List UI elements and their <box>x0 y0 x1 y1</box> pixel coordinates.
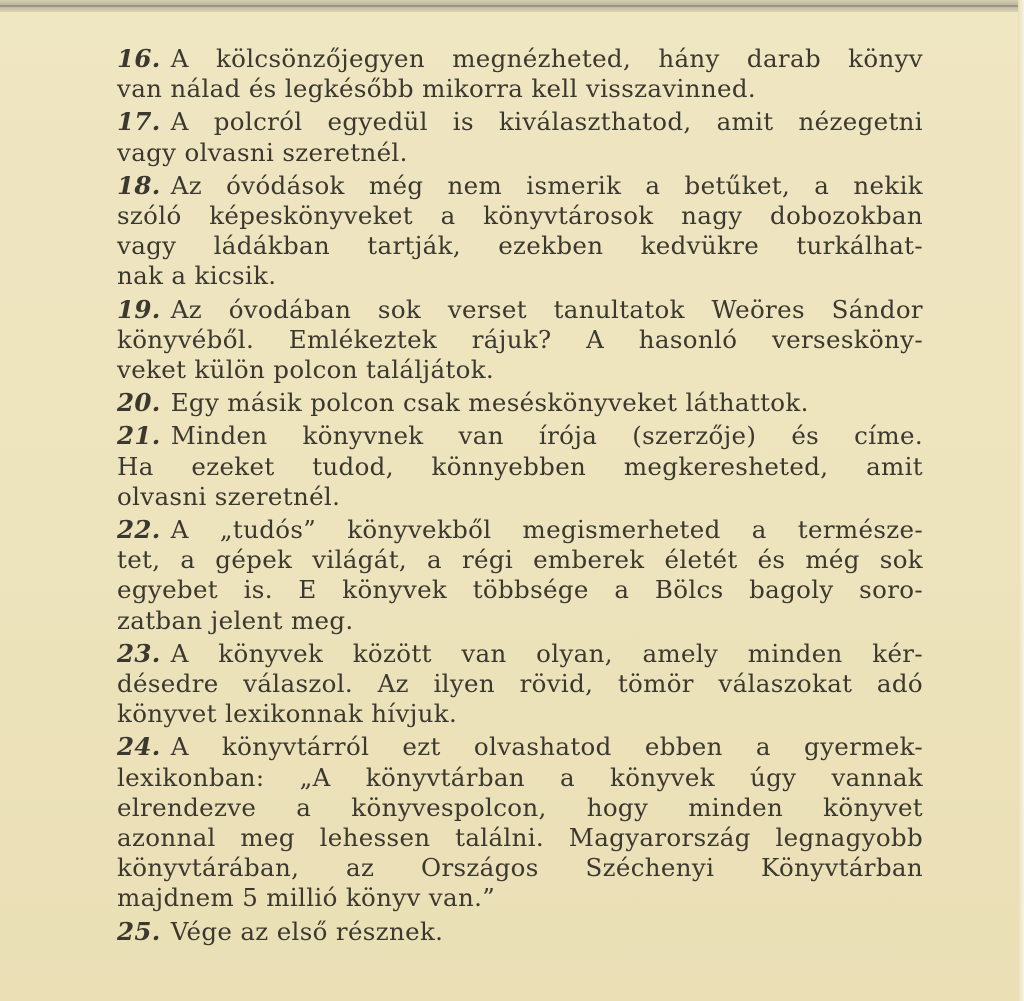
item-text: Egy másik polcon csak meséskönyveket láthattok. <box>170 388 809 418</box>
item-text: van nálad és legkésőbb mikorra kell visszavinned. <box>117 74 756 104</box>
item-text: szóló képeskönyveket a könyvtárosok nagy dobozokban <box>117 201 923 231</box>
item-number: 21. <box>117 421 161 451</box>
item-number: 24. <box>117 732 161 762</box>
numbered-item <box>117 107 923 167</box>
item-text: Az óvódások még nem ismerik a betűket, a nekik <box>170 170 923 200</box>
item-text: désedre válaszol. Az ilyen rövid, tömör válaszokat adó <box>117 669 923 699</box>
item-text: elrendezve a könyvespolcon, hogy minden könyvet <box>117 792 923 822</box>
item-text: A kölcsönzőjegyen megnézheted, hány darab könyv <box>170 44 923 73</box>
item-text: tet, a gépek világát, a régi emberek életét és még sok <box>117 545 923 575</box>
item-text: könyvtárában, az Országos Széchenyi Könyvtárban <box>117 853 923 883</box>
numbered-item <box>117 44 923 104</box>
text-line <box>117 107 923 137</box>
item-number: 23. <box>117 638 161 668</box>
text-line <box>117 606 923 636</box>
item-number: 18. <box>117 170 161 200</box>
item-text: A könyvtárról ezt olvashatod ebben a gyermek- <box>170 732 923 762</box>
numbered-item <box>117 917 923 947</box>
text-line <box>117 74 923 104</box>
text-line <box>117 421 923 451</box>
item-number: 25. <box>117 916 161 946</box>
item-text: veket külön polcon találjátok. <box>117 355 495 385</box>
item-text: Az óvodában sok verset tanultatok Weöres Sándor <box>170 294 923 324</box>
text-line <box>117 482 923 512</box>
text-line <box>117 793 923 823</box>
numbered-item <box>117 171 923 292</box>
text-line <box>117 823 923 853</box>
item-text: Minden könyvnek van írója (szerzője) és címe. <box>170 421 923 451</box>
text-line <box>117 917 923 947</box>
text-line <box>117 261 923 291</box>
text-line <box>117 355 923 385</box>
item-text: vagy ládákban tartják, ezekben kedvükre turkálhat- <box>117 231 923 261</box>
text-line <box>117 883 923 913</box>
numbered-item <box>117 639 923 730</box>
text-line <box>117 452 923 482</box>
page-top-fold-line <box>0 5 1024 7</box>
item-text: nak a kicsik. <box>117 261 277 291</box>
item-text: A könyvek között van olyan, amely minden kér- <box>170 638 923 668</box>
item-text: A „tudós” könyvekből megismerheted a természe- <box>170 515 923 545</box>
numbered-item <box>117 295 923 386</box>
item-text: olvasni szeretnél. <box>117 481 341 511</box>
text-line <box>117 853 923 883</box>
item-number: 20. <box>117 388 161 418</box>
text-line <box>117 545 923 575</box>
item-text: majdnem 5 millió könyv van.” <box>117 883 496 913</box>
numbered-item <box>117 515 923 636</box>
text-line <box>117 388 923 418</box>
item-text: lexikonban: „A könyvtárban a könyvek úgy vannak <box>117 762 923 792</box>
text-line <box>117 732 923 762</box>
text-line <box>117 171 923 201</box>
item-number: 22. <box>117 515 161 545</box>
item-text: egyebet is. E könyvek többsége a Bölcs bagoly soro- <box>117 575 923 605</box>
item-text: A polcról egyedül is kiválaszthatod, amit nézegetni <box>170 107 923 137</box>
item-number: 16. <box>117 44 161 73</box>
item-text: zatban jelent meg. <box>117 605 354 635</box>
text-line <box>117 763 923 793</box>
item-text: vagy olvasni szeretnél. <box>117 137 408 167</box>
text-line <box>117 699 923 729</box>
text-line <box>117 639 923 669</box>
numbered-text-block <box>117 44 923 950</box>
text-line <box>117 325 923 355</box>
item-number: 19. <box>117 294 161 324</box>
item-text: Vége az első résznek. <box>170 916 444 946</box>
item-text: Ha ezeket tudod, könnyebben megkeresheted, amit <box>117 451 923 481</box>
numbered-item <box>117 732 923 913</box>
item-text: könyvet lexikonnak hívjuk. <box>117 699 458 729</box>
item-text: azonnal meg lehessen találni. Magyarország legnagyobb <box>117 823 923 853</box>
text-line <box>117 295 923 325</box>
text-line <box>117 231 923 261</box>
text-line <box>117 201 923 231</box>
text-line <box>117 575 923 605</box>
text-line <box>117 138 923 168</box>
text-line <box>117 669 923 699</box>
numbered-item <box>117 388 923 418</box>
item-number: 17. <box>117 107 161 137</box>
item-text: könyvéből. Emlékeztek rájuk? A hasonló versesköny- <box>117 324 923 354</box>
text-line <box>117 44 923 74</box>
text-line <box>117 515 923 545</box>
numbered-item <box>117 421 923 512</box>
page-right-edge <box>1018 0 1024 1001</box>
